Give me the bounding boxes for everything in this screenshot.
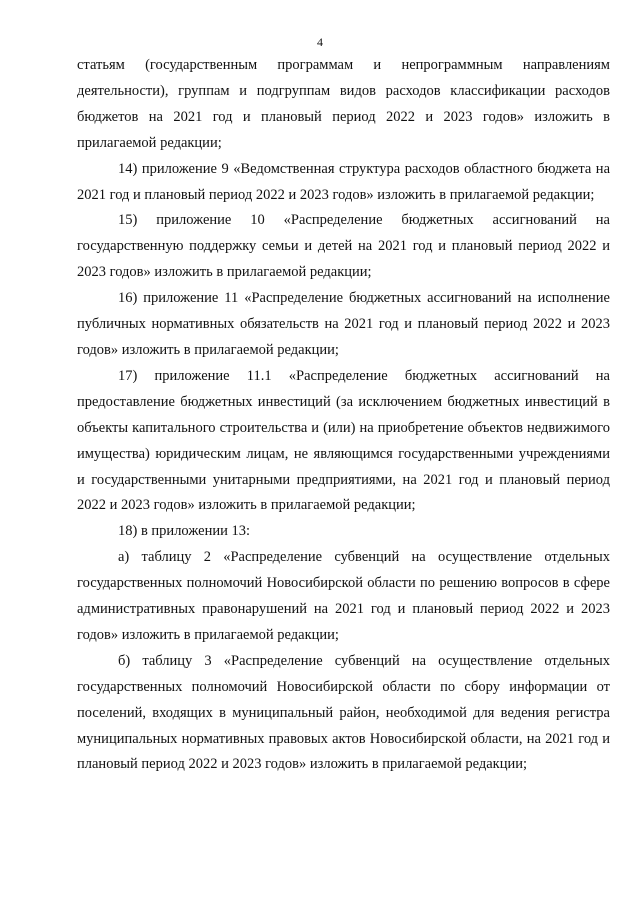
paragraph-item-18-a: а) таблицу 2 «Распределение субвенций на осуществление отдельных государственных полномочий Новосибирской области по решению вопросов в сфере административных правонарушений на 2021 год и плановый период 2022 и 2023 годов» изложить в прилагаемой редакции; <box>77 549 610 643</box>
document-body <box>77 53 610 778</box>
paragraph-item-14: 14) приложение 9 «Ведомственная структура расходов областного бюджета на 2021 год и плановый период 2022 и 2023 годов» изложить в прилагаемой редакции; <box>77 160 610 203</box>
paragraph-item-18: 18) в приложении 13: <box>118 523 251 540</box>
paragraph-item-16: 16) приложение 11 «Распределение бюджетных ассигнований на исполнение публичных нормативных обязательств на 2021 год и плановый период 2022 и 2023 годов» изложить в прилагаемой редакции; <box>77 290 610 358</box>
paragraph-item-18-b: б) таблицу 3 «Распределение субвенций на осуществление отдельных государственных полномочий Новосибирской области по сбору информации от поселений, входящих в муниципальный район, необходимой для ведения регистра муниципальных нормативных правовых актов Новосибирской области, на 2021 год и плановый период 2022 и 2023 годов» изложить в прилагаемой редакции; <box>77 652 610 773</box>
paragraph-item-17: 17) приложение 11.1 «Распределение бюджетных ассигнований на предоставление бюджетных инвестиций (за исключением бюджетных инвестиций в объекты капитального строительства и (или) на приобретение объектов недвижимого имущества) юридическим лицам, не являющимся государственными учреждениями и государственными унитарными предприятиями, на 2021 год и плановый период 2022 и 2023 годов» изложить в прилагаемой редакции; <box>77 367 610 514</box>
page-number: 4 <box>317 35 323 49</box>
paragraph-continuation: статьям (государственным программам и непрограммным направлениям деятельности), группам и подгруппам видов расходов классификации расходов бюджетов на 2021 год и плановый период 2022 и 2023 годов» изложить в прилагаемой редакции; <box>77 57 610 151</box>
paragraph-item-15: 15) приложение 10 «Распределение бюджетных ассигнований на государственную поддержку семьи и детей на 2021 год и плановый период 2022 и 2023 годов» изложить в прилагаемой редакции; <box>77 212 610 281</box>
